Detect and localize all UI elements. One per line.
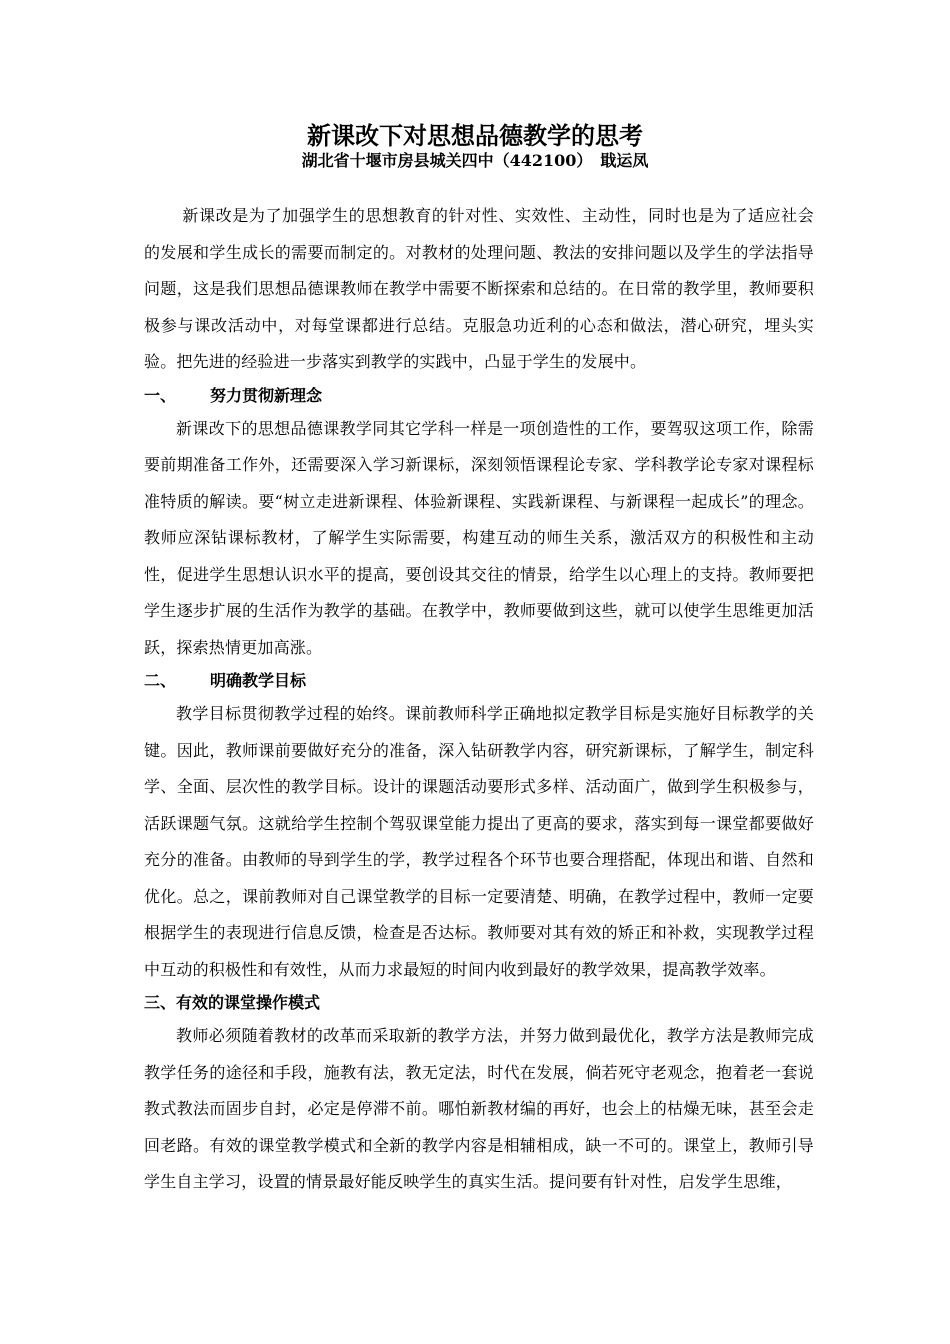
section-heading-3 — [144, 988, 814, 1018]
section-title: 有效的课堂操作模式 — [176, 993, 321, 1012]
section-paragraph-3: 教师必须随着教材的改革而采取新的教学方法，并努力做到最优化，教学方法是教师完成教学任务的途径和手段，施教有法，教无定法，时代在发展，倘若死守老观念，抱着老一套说教式教法而固步自封，必定是停滞不前。哪怕新教材编的再好，也会上的枯燥无味，甚至会走回老路。有效的课堂教学模式和全新的教学内容是相辅相成，缺一不可的。课堂上，教师引导学生自主学习，设置的情景最好能反映学生的真实生活。提问要有针对性，启发学生思维， — [144, 1026, 814, 1191]
section-number: 二、 — [144, 671, 177, 690]
section-heading-1 — [144, 381, 814, 411]
section-title: 明确教学目标 — [210, 671, 307, 690]
section-paragraph-1: 新课改下的思想品德课教学同其它学科一样是一项创造性的工作，要驾驭这项工作，除需要前期准备工作外，还需要深入学习新课标，深刻领悟课程论专家、学科教学论专家对课程标准特质的解读。要“树立走进新课程、体验新课程、实践新课程、与新课程一起成长”的理念。教师应深钻课标教材，了解学生实际需要，构建互动的师生关系，激活双方的积极性和主动性，促进学生思想认识水平的提高，要创设其交往的情景，给学生以心理上的支持。教师要把学生逐步扩展的生活作为教学的基础。在教学中，教师要做到这些，就可以使学生思维更加活跃，探索热情更加高涨。 — [144, 418, 814, 657]
document-body — [144, 198, 814, 1201]
section-paragraph-2: 教学目标贯彻教学过程的始终。课前教师科学正确地拟定教学目标是实施好目标教学的关键。因此，教师课前要做好充分的准备，深入钻研教学内容，研究新课标，了解学生，制定科学、全面、层次性的教学目标。设计的课题活动要形式多样、活动面广，做到学生积极参与，活跃课题气氛。这就给学生控制个驾驭课堂能力提出了更高的要求，落实到每一课堂都要做好充分的准备。由教师的导到学生的学，教学过程各个环节也要合理搭配，体现出和谐、自然和优化。总之，课前教师对自己课堂教学的目标一定要清楚、明确，在教学过程中，教师一定要根据学生的表现进行信息反馈，检查是否达标。教师要对其有效的矫正和补救，实现教学过程中互动的积极性和有效性，从而力求最短的时间内收到最好的教学效果，提高教学效率。 — [144, 704, 814, 979]
intro-paragraph: 新课改是为了加强学生的思想教育的针对性、实效性、主动性，同时也是为了适应社会的发展和学生成长的需要而制定的。对教材的处理问题、教法的安排问题以及学生的学法指导问题，这是我们思想品德课教师在教学中需要不断探索和总结的。在日常的教学里，教师要积极参与课改活动中，对每堂课都进行总结。克服急功近利的心态和做法，潜心研究，埋头实验。把先进的经验进一步落实到教学的实践中，凸显于学生的发展中。 — [144, 206, 814, 371]
section-number: 一、 — [144, 385, 177, 405]
document-title: 新课改下对思想品德教学的思考 — [307, 121, 643, 150]
section-heading-2 — [144, 666, 814, 696]
section-title: 努力贯彻新理念 — [210, 385, 323, 405]
author-byline: 湖北省十堰市房县城关四中（442100） 戢运凤 — [301, 151, 649, 170]
section-number: 三、 — [144, 993, 177, 1012]
